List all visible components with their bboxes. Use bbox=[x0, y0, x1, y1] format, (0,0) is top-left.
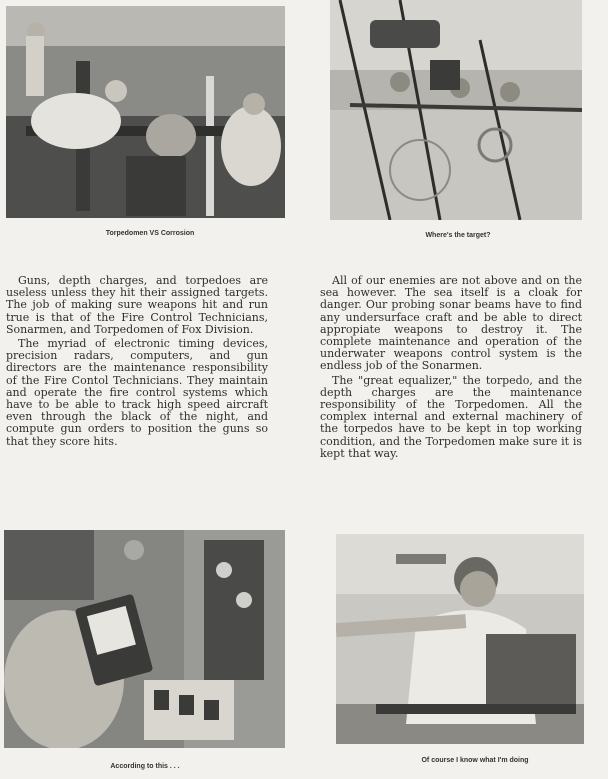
photo-electronics bbox=[4, 530, 285, 748]
photo-torpedomen bbox=[6, 6, 285, 218]
caption-torpedomen: Torpedomen VS Corrosion bbox=[105, 230, 195, 237]
caption-according: According to this . . . bbox=[110, 763, 180, 770]
photo-target bbox=[330, 0, 582, 220]
left-paragraph-2: The myriad of electronic timing devices, precision radars, computers, and gun directors are the maintenance responsibility of the Fire Contol Technicians. They maintain and operate the fire control systems which have to be able to track high speed aircraft even through the black of the night, and compute gun orders to position the guns so that they score hits. bbox=[6, 337, 268, 448]
right-column-text bbox=[320, 275, 582, 460]
right-paragraph-2: The "great equalizer," the torpedo, and the depth charges are the maintenance responsibility of the Torpedomen. All the complex internal and external machinery of the torpedos have to be kept in top working condition, and the Torpedomen make sure it is kept that way. bbox=[320, 373, 582, 460]
left-column-text bbox=[6, 275, 268, 448]
photo-sailor bbox=[336, 534, 584, 744]
right-paragraph-1: All of our enemies are not above and on the sea however. The sea itself is a cloak for danger. Our probing sonar beams have to find any undersurface craft and be able to direct appropiate weapons to destroy it. The complete maintenance and operation of the underwater weapons control system is the endless job of the Sonarmen. bbox=[320, 274, 582, 373]
left-paragraph-1: Guns, depth charges, and torpedoes are useless unless they hit their assigned targets. The job of making sure weapons hit and run true is that of the Fire Control Technicians, Sonarmen, and Torpedomen of Fox Division. bbox=[6, 274, 268, 336]
caption-target: Where's the target? bbox=[425, 232, 491, 239]
caption-doing: Of course I know what I'm doing bbox=[421, 757, 529, 764]
